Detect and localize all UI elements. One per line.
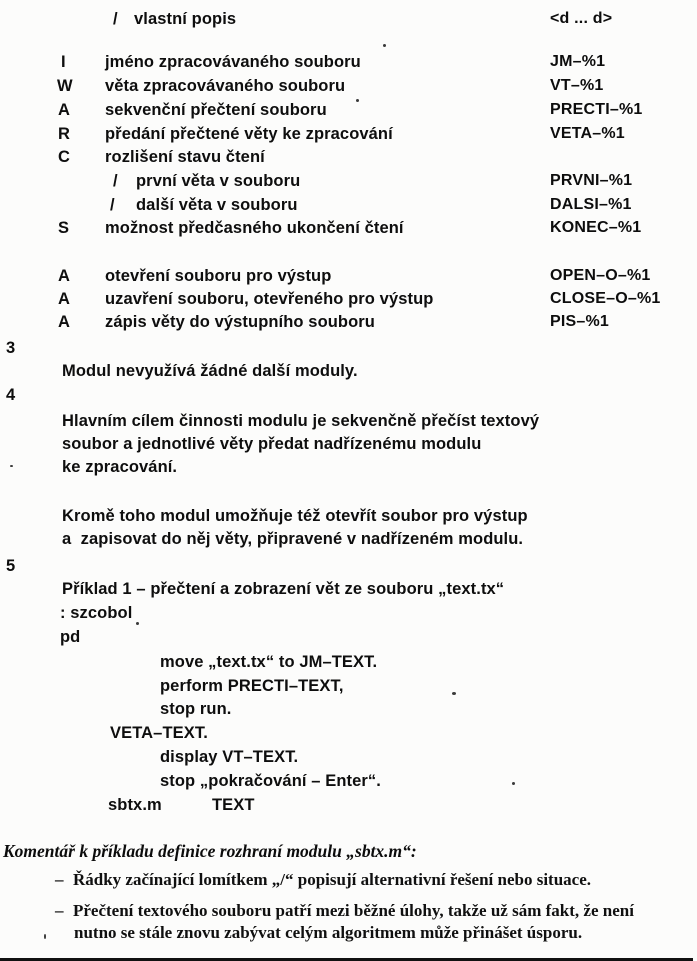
code-line: stop run. [160,700,232,718]
row-desc: první věta v souboru [136,172,301,190]
row-value: DALSI–%1 [550,196,632,213]
row-value: CLOSE–O–%1 [550,290,661,307]
row-desc: předání přečtené věty ke zpracování [105,125,393,143]
paragraph-label: VETA–TEXT. [110,724,208,742]
scan-speck [136,622,139,625]
row-desc: sekvenční přečtení souboru [105,101,327,119]
paragraph-line: ke zpracování. [62,458,178,476]
paragraph-line: Hlavním cílem činnosti modulu je sekvenčně přečíst textový [62,412,540,430]
row-value: JM–%1 [550,53,606,70]
row-code: / [113,172,118,190]
command-line: pd [60,628,81,646]
code-line: display VT–TEXT. [160,748,299,766]
section-number-4: 4 [6,386,16,404]
row-code: C [58,148,71,166]
row-code: A [58,267,71,285]
intro-slash: / [113,10,118,28]
paragraph-line: soubor a jednotlivé věty předat nadřízenému modulu [62,435,482,453]
row-value: VETA–%1 [550,125,625,142]
module-name: sbtx.m [108,796,162,814]
scan-speck [452,692,456,695]
row-desc: rozlišení stavu čtení [105,148,265,166]
module-arg: TEXT [212,796,255,814]
row-desc: věta zpracovávaného souboru [105,77,346,95]
row-desc: uzavření souboru, otevřeného pro výstup [105,290,434,308]
bullet-line: nutno se stále znovu zabývat celým algoritmem může přinášet úsporu. [74,923,583,942]
command-line: : szcobol [60,604,133,622]
scan-speck [383,44,386,47]
row-code: A [58,290,71,308]
row-desc: otevření souboru pro výstup [105,267,332,285]
scan-speck [44,934,46,939]
section-number-3: 3 [6,339,16,357]
paragraph-line: a zapisovat do něj věty, připravené v nadřízeném modulu. [62,530,524,548]
code-line: move „text.tx“ to JM–TEXT. [160,653,378,671]
intro-label: vlastní popis [134,10,237,28]
row-code: I [61,53,66,71]
code-line: perform PRECTI–TEXT, [160,677,344,695]
row-desc: další věta v souboru [136,196,298,214]
row-code: R [58,125,71,143]
scan-speck [512,782,515,785]
row-desc: možnost předčasného ukončení čtení [105,219,404,237]
bullet-dash: – [55,901,64,920]
row-code: A [58,101,71,119]
scan-speck [356,99,359,102]
row-desc: jméno zpracovávaného souboru [105,53,361,71]
row-value: VT–%1 [550,77,604,94]
code-line: stop „pokračování – Enter“. [160,772,381,790]
row-value: PIS–%1 [550,313,610,330]
comment-heading: Komentář k příkladu definice rozhraní modulu „sbtx.m“: [3,841,417,861]
row-value: PRVNI–%1 [550,172,633,189]
row-code: S [58,219,70,237]
section-number-5: 5 [6,557,16,575]
row-code: A [58,313,71,331]
intro-value: <d ... d> [550,10,613,27]
scan-speck [10,465,13,467]
row-value: KONEC–%1 [550,219,642,236]
row-code: / [110,196,115,214]
row-value: OPEN–O–%1 [550,267,651,284]
paragraph-line: Kromě toho modul umožňuje též otevřít soubor pro výstup [62,507,528,525]
example-title: Příklad 1 – přečtení a zobrazení vět ze souboru „text.tx“ [62,580,505,598]
row-code: W [57,77,73,95]
row-value: PRECTI–%1 [550,101,643,118]
bullet-line: Řádky začínající lomítkem „/“ popisují alternativní řešení nebo situace. [73,870,592,889]
bullet-dash: – [55,870,64,889]
row-desc: zápis věty do výstupního souboru [105,313,375,331]
paragraph-line: Modul nevyužívá žádné další moduly. [62,362,358,380]
bullet-line: Přečtení textového souboru patří mezi běžné úlohy, takže už sám fakt, že není [73,901,634,920]
